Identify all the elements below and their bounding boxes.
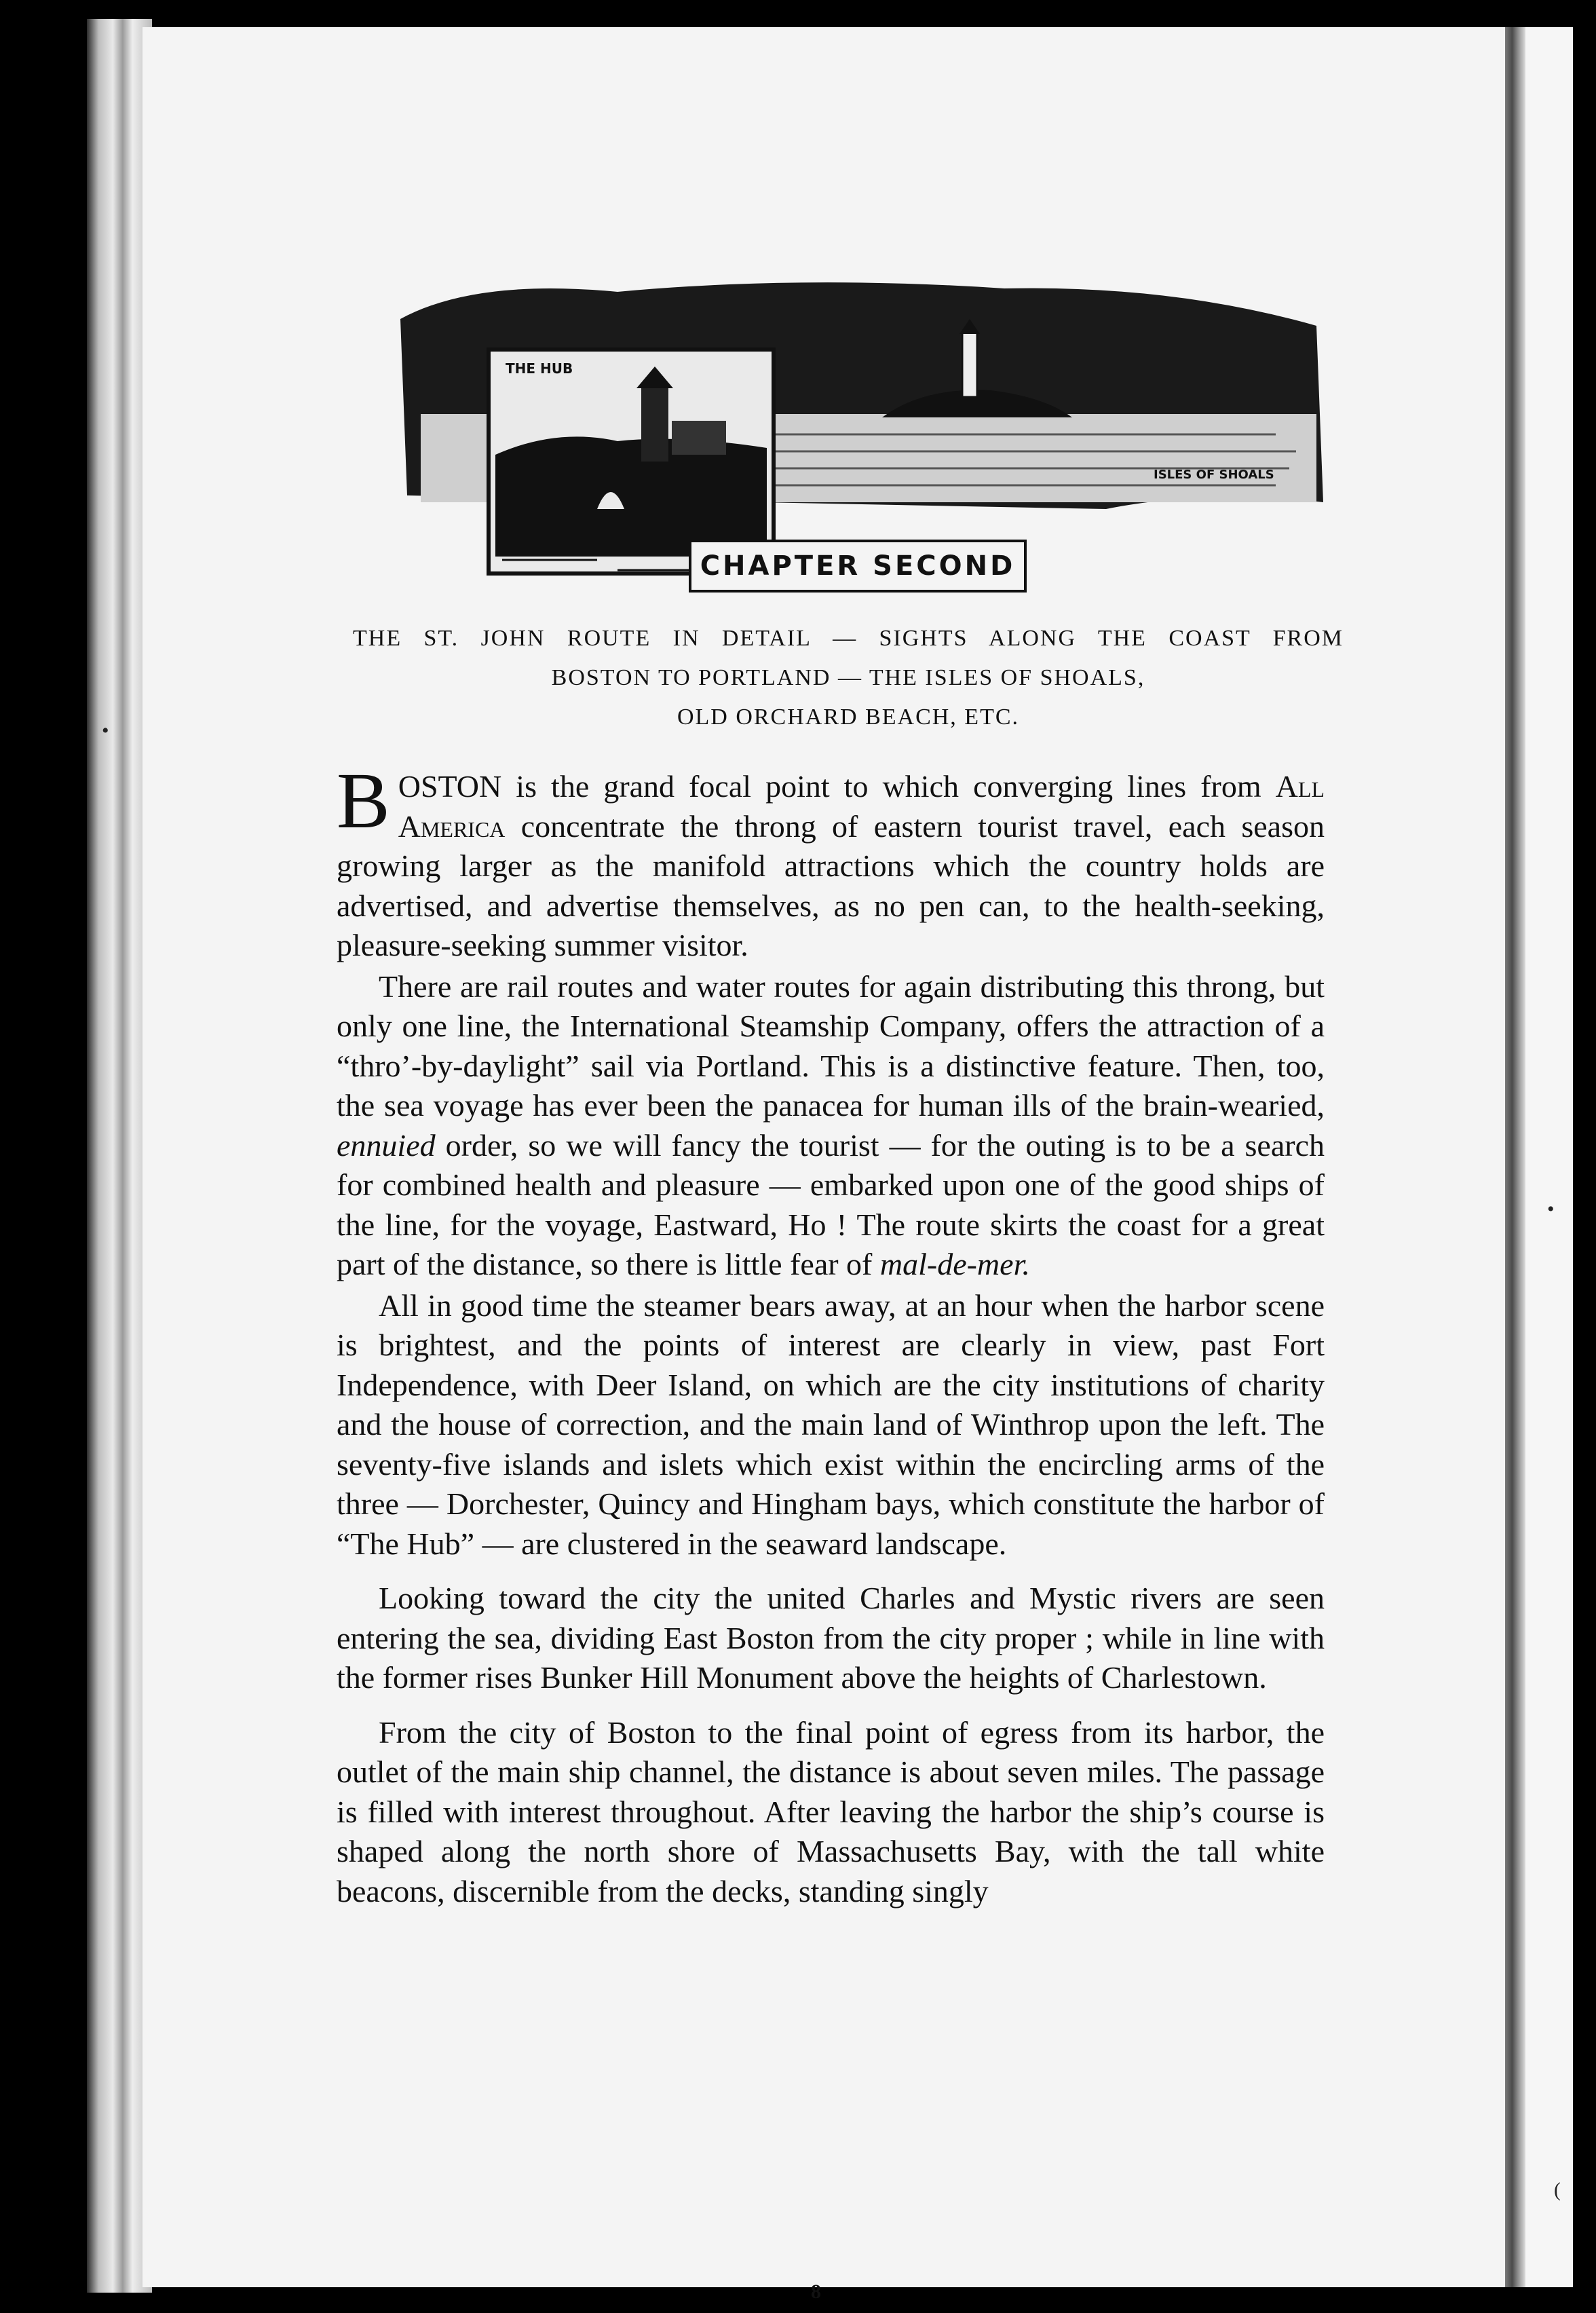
chapter-title-banner <box>689 540 1027 593</box>
lighthouse-icon <box>962 333 977 397</box>
heading-line-3: OLD ORCHARD BEACH, ETC. <box>677 704 1020 730</box>
drop-cap: B <box>337 756 390 845</box>
paragraph-1 <box>337 756 1325 966</box>
p1-small-caps-1: OSTON <box>398 769 502 804</box>
margin-mark: • <box>1547 1198 1555 1220</box>
margin-mark: ( <box>1554 2179 1561 2201</box>
p1-small-caps-2: All America <box>398 769 1325 844</box>
margin-mark: • <box>102 719 109 742</box>
p2-text-1: There are rail routes and water routes for again distributing this throng, but only one line, the International Steamship Company, offers the attraction of a “thro’-by-daylight” sail via Portland. This is a distinctive feature. Then, too, the sea voyage has ever been the panacea for human ills of the brain-wearied, <box>337 969 1325 1123</box>
paragraph-2 <box>337 967 1325 1285</box>
p2-italic-2: mal-de-mer. <box>879 1247 1030 1281</box>
heading-line-2: BOSTON TO PORTLAND — THE ISLES OF SHOALS, <box>551 665 1145 690</box>
p1-text-2: concentrate the throng of eastern tourist travel, each season growing larger as the manifold attractions which the country holds are advertised, and advertise themselves, as no pen can, to the health-seeking, pleasure-seeking summer visitor. <box>337 808 1325 962</box>
paragraph-4: Looking toward the city the united Charles and Mystic rivers are seen entering the sea, dividing East Boston from the city proper ; while in line with the former rises Bunker Hill Monument above the heights of Charlestown. <box>337 1581 1325 1695</box>
page-right-edge <box>1505 27 1525 2287</box>
p2-text-2: order, so we will fancy the tourist — for the outing is to be a search for combined health and pleasure — embarked upon one of the good ships of the line, for the voyage, Eastward, Ho ! The route skirts the coast for a great part of the distance, so there is little fear of <box>337 1127 1325 1281</box>
inset-label: THE HUB <box>506 360 573 377</box>
heading-line-1: THE ST. JOHN ROUTE IN DETAIL — SIGHTS ALONG THE COAST FROM <box>353 626 1344 651</box>
scene-label: ISLES OF SHOALS <box>1154 468 1274 482</box>
paragraph-5: From the city of Boston to the final point of egress from its harbor, the outlet of the main ship channel, the distance is about seven miles. The passage is filled with interest throughout. After leaving the harbor the ship’s course is shaped along the north shore of Massachusetts Bay, with the tall white beacons, discernible from the decks, standing singly <box>337 1714 1325 1908</box>
chapter-title: CHAPTER SECOND <box>700 550 1016 582</box>
body-text <box>337 756 1325 1911</box>
page-number: 8 <box>811 2280 821 2303</box>
p2-italic-1: ennuied <box>337 1127 436 1163</box>
paragraph-3: All in good time the steamer bears away, at an hour when the harbor scene is brightest, and the points of interest are clearly in view, past Fort Independence, with Deer Island, on which are the city institutions of charity and the house of correction, and the main land of Winthrop upon the left. The seventy-five islands and islets which exist within the encircling arms of the three — Dorchester, Quincy and Hingham bays, which constitute the harbor of “The Hub” — are clustered in the seaward landscape. <box>337 1287 1325 1561</box>
chapter-heading <box>353 619 1344 737</box>
facing-page-strip <box>1525 27 1573 2287</box>
p1-text-1: is the grand focal point to which converging lines from <box>501 769 1276 804</box>
